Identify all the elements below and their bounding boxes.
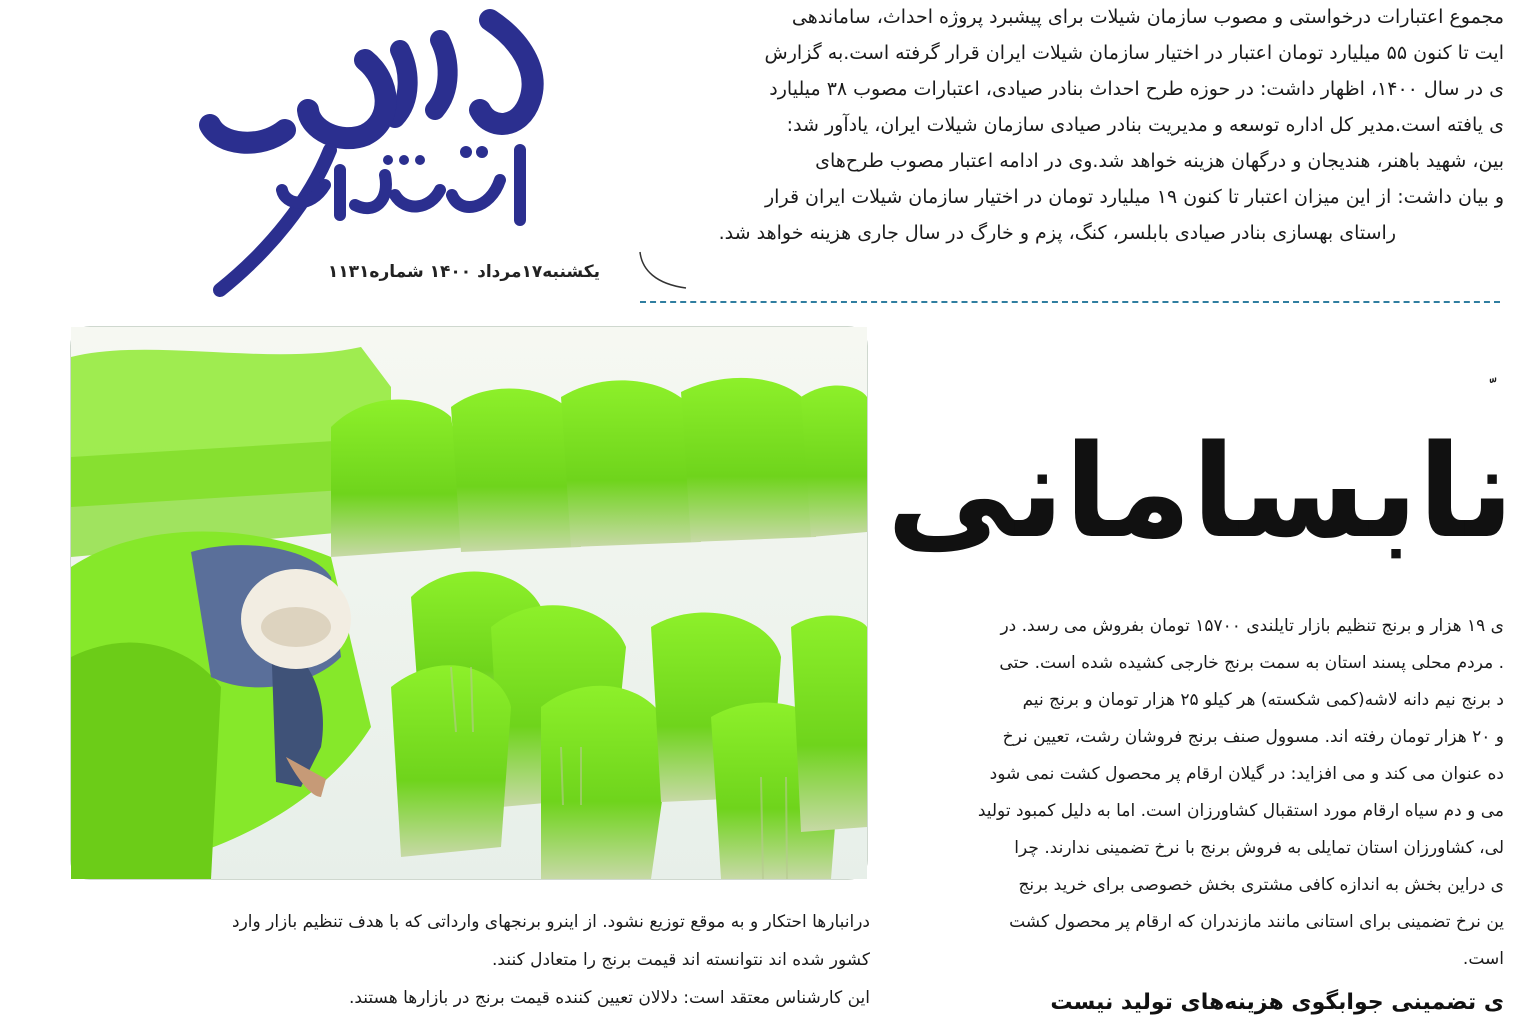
top-article-line: ایت تا کنون ۵۵ میلیارد تومان اعتبار در اختیار سازمان شیلات ایران قرار گرفته است.به گزارش <box>764 42 1504 64</box>
article-line: ی دراین بخش به اندازه کافی مشتری بخش خصوصی برای خرید برنج <box>1018 875 1504 895</box>
top-article-line: مجموع اعتبارات درخواستی و مصوب سازمان شیلات برای پیشبرد پروژه احداث، ساماندهی <box>791 6 1504 28</box>
right-column-article <box>915 612 1504 1015</box>
article-line: درانبارها احتکار و به موقع توزیع نشود. از اینرو برنجهای وارداتی که با هدف تنظیم بازار وارد <box>232 912 870 932</box>
article-line: است. <box>1462 949 1504 969</box>
article-line: د برنج نیم دانه لاشه(کمی شکسته) هر کیلو ۲۵ هزار تومان و برنج نیم <box>1022 690 1504 710</box>
article-line: می و دم سیاه ارقام مورد استقبال کشاورزان است. اما به دلیل کمبود تولید <box>977 801 1504 821</box>
headline-title: نابسامانی <box>886 418 1514 567</box>
article-line: . مردم محلی پسند استان به سمت برنج خارجی کشیده شده است. حتی <box>999 653 1504 673</box>
issue-date-line: یکشنبه۱۷مرداد ۱۴۰۰ شماره۱۱۳۱ <box>327 262 600 282</box>
bottom-left-article <box>70 908 870 1008</box>
article-line: این کارشناس معتقد است: دلالان تعیین کننده قیمت برنج در بازارها هستند. <box>348 988 870 1008</box>
article-subhead: ی تضمینی جوابگوی هزینه‌های تولید نیست <box>1050 990 1504 1015</box>
top-article-line: راستای بهسازی بنادر صیادی بابلسر، کنگ، پزم و خارگ در سال جاری هزینه خواهد شد. <box>718 222 1396 244</box>
newspaper-logo <box>190 0 550 300</box>
article-line: و ۲۰ هزار تومان رفته اند. مسوول صنف برنج فروشان رشت، تعیین نرخ <box>1002 727 1504 747</box>
top-article <box>640 4 1504 274</box>
article-line: ده عنوان می کند و می افزاید: در گیلان ارقام پر محصول کشت نمی شود <box>989 764 1504 784</box>
top-article-line: و بیان داشت: از این میزان اعتبار تا کنون ۱۹ میلیارد تومان در اختیار سازمان شیلات ایران قرار <box>765 186 1504 208</box>
top-article-line: ی یافته است.مدیر کل اداره توسعه و مدیریت بنادر صیادی سازمان شیلات ایران، یادآور شد: <box>786 114 1504 136</box>
article-line: لی، کشاورزان استان تمایلی به فروش برنج با نرخ تضمینی ندارند. چرا <box>1014 838 1504 858</box>
article-line: ی ۱۹ هزار و برنج تنظیم بازار تایلندی ۱۵۷۰۰ تومان بفروش می رسد. در <box>1000 616 1504 636</box>
top-article-line: بین، شهید باهنر، هندیجان و درگهان هزینه خواهد شد.وی در ادامه اعتبار مصوب طرح‌های <box>815 150 1504 172</box>
decorative-curve <box>636 250 696 290</box>
section-divider <box>640 301 1500 303</box>
article-line: ین نرخ تضمینی برای استانی مانند مازندران که ارقام پر محصول کشت <box>1009 912 1504 932</box>
top-article-line: ی در سال ۱۴۰۰، اظهار داشت: در حوزه طرح احداث بنادر صیادی، اعتبارات مصوب ۳۸ میلیارد <box>769 78 1504 100</box>
masthead <box>190 0 600 300</box>
rice-farmer-photo <box>70 326 868 880</box>
headline <box>886 418 1514 598</box>
article-line: کشور شده اند نتوانسته اند قیمت برنج را متعادل کنند. <box>492 950 870 970</box>
